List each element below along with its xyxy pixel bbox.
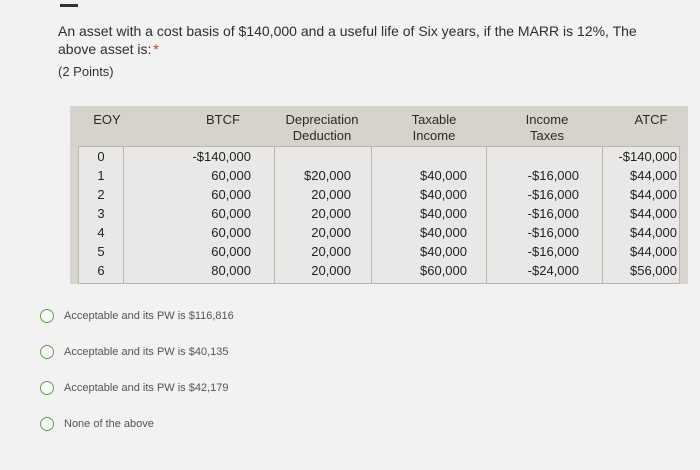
cell-r4-c1: 60,000 bbox=[211, 225, 251, 240]
cell-r6-c4: -$24,000 bbox=[527, 263, 579, 278]
radio-button-icon[interactable] bbox=[40, 309, 54, 323]
cell-r3-c2: 20,000 bbox=[311, 206, 351, 221]
cell-r1-c5: $44,000 bbox=[630, 168, 677, 183]
header-1: BTCF bbox=[206, 112, 240, 127]
header-4: Income Taxes bbox=[525, 112, 569, 143]
cell-r2-c2: 20,000 bbox=[311, 187, 351, 202]
question-line-2 bbox=[58, 40, 678, 58]
question-line-2-text: above asset is: bbox=[58, 41, 152, 57]
cell-r2-c3: $40,000 bbox=[420, 187, 467, 202]
top-accent-line bbox=[60, 4, 78, 7]
option-1[interactable] bbox=[40, 306, 234, 326]
cell-r4-c5: $44,000 bbox=[630, 225, 677, 240]
cell-r1-c4: -$16,000 bbox=[527, 168, 579, 183]
cell-r4-c4: -$16,000 bbox=[527, 225, 579, 240]
cell-r6-c5: $56,000 bbox=[630, 263, 677, 278]
header-5: ATCF bbox=[634, 112, 668, 127]
option-label: Acceptable and its PW is $42,179 bbox=[64, 382, 229, 394]
cell-r5-c0: 5 bbox=[97, 244, 105, 259]
points-label: (2 Points) bbox=[58, 64, 114, 79]
cell-r0-c1: -$140,000 bbox=[192, 149, 251, 164]
option-2[interactable] bbox=[40, 342, 228, 362]
cell-r3-c5: $44,000 bbox=[630, 206, 677, 221]
cell-r3-c4: -$16,000 bbox=[527, 206, 579, 221]
cell-r4-c0: 4 bbox=[97, 225, 105, 240]
header-2: Depreciation Deduction bbox=[285, 112, 359, 143]
cell-r1-c2: $20,000 bbox=[304, 168, 351, 183]
cell-r3-c3: $40,000 bbox=[420, 206, 467, 221]
option-4[interactable] bbox=[40, 414, 154, 434]
radio-button-icon[interactable] bbox=[40, 417, 54, 431]
header-0: EOY bbox=[93, 112, 121, 127]
cell-r2-c4: -$16,000 bbox=[527, 187, 579, 202]
cell-r5-c5: $44,000 bbox=[630, 244, 677, 259]
cell-r2-c5: $44,000 bbox=[630, 187, 677, 202]
option-3[interactable] bbox=[40, 378, 228, 398]
cell-r6-c1: 80,000 bbox=[211, 263, 251, 278]
cash-flow-table-image bbox=[70, 106, 688, 284]
header-3: Taxable Income bbox=[411, 112, 457, 143]
cell-r4-c2: 20,000 bbox=[311, 225, 351, 240]
cell-r1-c0: 1 bbox=[97, 168, 105, 183]
cell-r5-c2: 20,000 bbox=[311, 244, 351, 259]
cell-r0-c0: 0 bbox=[97, 149, 105, 164]
cell-r5-c3: $40,000 bbox=[420, 244, 467, 259]
cell-r5-c4: -$16,000 bbox=[527, 244, 579, 259]
cell-r6-c3: $60,000 bbox=[420, 263, 467, 278]
radio-button-icon[interactable] bbox=[40, 381, 54, 395]
cell-r4-c3: $40,000 bbox=[420, 225, 467, 240]
option-label: Acceptable and its PW is $40,135 bbox=[64, 346, 229, 358]
cell-r6-c0: 6 bbox=[97, 263, 105, 278]
question-line-1: An asset with a cost basis of $140,000 and a useful life of Six years, if the MARR is 12%, The bbox=[58, 23, 637, 39]
cell-r3-c1: 60,000 bbox=[211, 206, 251, 221]
cell-r2-c1: 60,000 bbox=[211, 187, 251, 202]
cell-r5-c1: 60,000 bbox=[211, 244, 251, 259]
cell-r3-c0: 3 bbox=[97, 206, 105, 221]
cell-r6-c2: 20,000 bbox=[311, 263, 351, 278]
question-text bbox=[58, 22, 678, 58]
table-header bbox=[70, 106, 688, 146]
option-label: None of the above bbox=[64, 418, 154, 430]
cell-r1-c3: $40,000 bbox=[420, 168, 467, 183]
cell-r1-c1: 60,000 bbox=[211, 168, 251, 183]
cell-r0-c5: -$140,000 bbox=[618, 149, 677, 164]
option-label: Acceptable and its PW is $116,816 bbox=[64, 310, 234, 322]
required-mark: * bbox=[153, 41, 159, 57]
cell-r2-c0: 2 bbox=[97, 187, 105, 202]
table-body bbox=[78, 146, 680, 284]
radio-button-icon[interactable] bbox=[40, 345, 54, 359]
